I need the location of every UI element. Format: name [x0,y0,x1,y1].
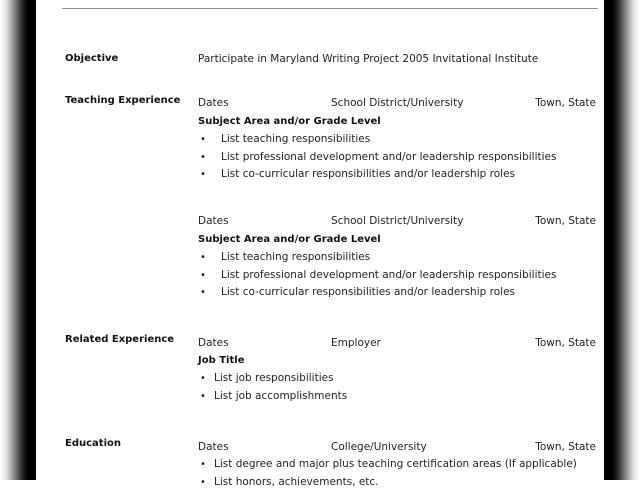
related-location: Town, State [535,337,596,349]
list-item: • List co-curricular responsibilities and/or leadership roles [200,284,556,302]
teaching-entry-2-bullets [200,249,556,302]
teaching-experience-heading: Teaching Experience [65,95,180,106]
list-item: • List professional development and/or leadership responsibilities [200,267,556,285]
education-dates: Dates [198,441,229,453]
teaching-entry-1-location: Town, State [535,97,596,109]
objective-heading: Objective [65,53,118,64]
education-org: College/University [331,441,427,453]
teaching-entry-2-location: Town, State [535,215,596,227]
teaching-entry-1-bullets [200,131,556,184]
objective-text: Participate in Maryland Writing Project 2005 Invitational Institute [198,53,538,65]
teaching-entry-2-dates: Dates [198,215,229,227]
list-item: • List degree and major plus teaching certification areas (If applicable) [200,456,577,474]
list-item: • List professional development and/or leadership responsibilities [200,149,556,167]
related-experience-heading: Related Experience [65,334,174,345]
education-heading: Education [65,438,121,449]
list-item: • List teaching responsibilities [200,131,556,149]
teaching-entry-1-role: Subject Area and/or Grade Level [198,116,381,127]
related-bullets [200,370,347,405]
related-role: Job Title [198,355,244,366]
related-org: Employer [331,337,381,349]
list-item: • List co-curricular responsibilities and/or leadership roles [200,166,556,184]
education-bullets [200,456,577,491]
list-item: • List job responsibilities [200,370,347,388]
teaching-entry-1-org: School District/University [331,97,463,109]
teaching-entry-2-role: Subject Area and/or Grade Level [198,234,381,245]
list-item: • List honors, achievements, etc. [200,474,577,491]
list-item: • List teaching responsibilities [200,249,556,267]
list-item: • List job accomplishments [200,388,347,406]
education-location: Town, State [535,441,596,453]
teaching-entry-1-dates: Dates [198,97,229,109]
related-dates: Dates [198,337,229,349]
teaching-entry-2-org: School District/University [331,215,463,227]
